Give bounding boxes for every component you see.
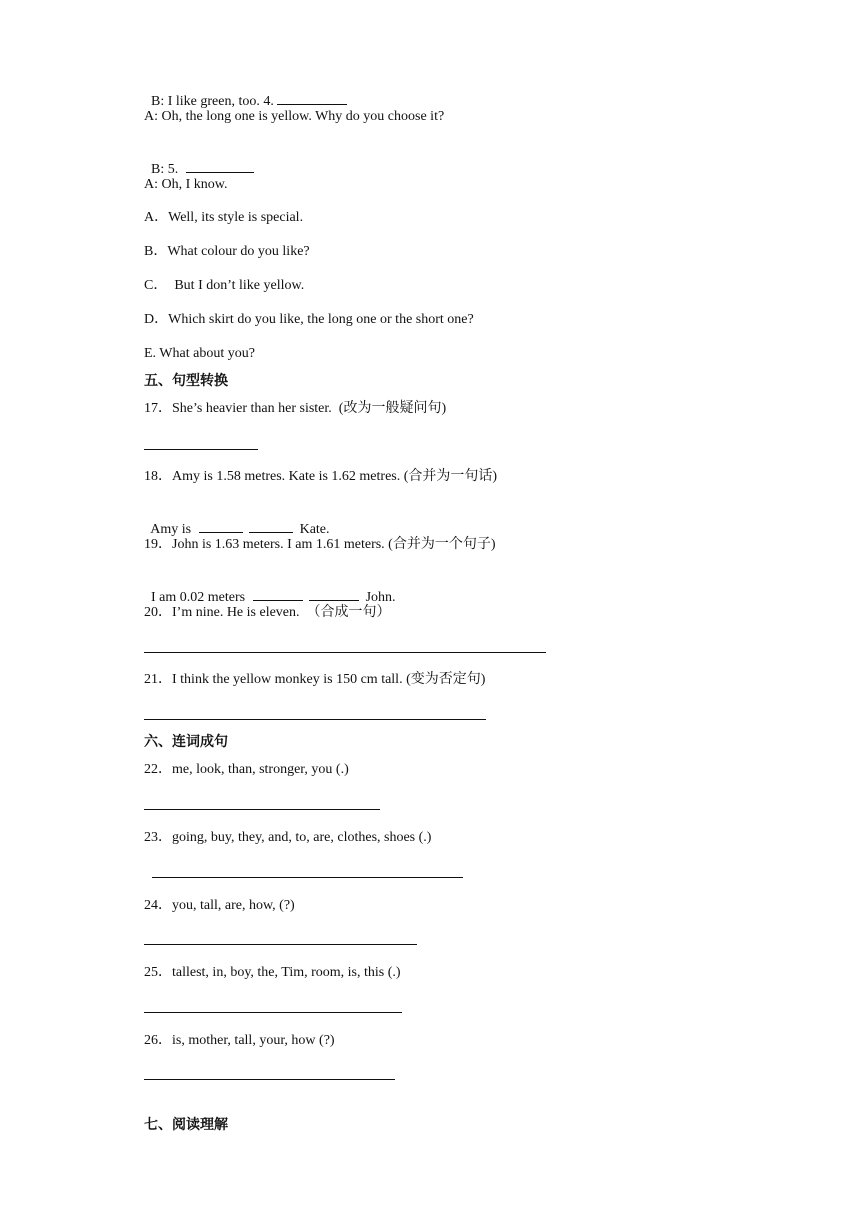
dialogue-line-b4-text: B: I like green, too. 4. bbox=[151, 94, 274, 109]
section-heading-5: 五、句型转换 bbox=[144, 373, 228, 389]
q19-suffix: John. bbox=[365, 590, 396, 605]
option-b: B．What colour do you like? bbox=[144, 244, 310, 259]
question-21: 21．I think the yellow monkey is 150 cm tall. (变为否定句) bbox=[144, 672, 486, 687]
option-a: A．Well, its style is special. bbox=[144, 210, 304, 225]
answer-line-23[interactable] bbox=[152, 877, 463, 878]
q18-suffix: Kate. bbox=[299, 522, 330, 537]
dialogue-line-a2: A: Oh, the long one is yellow. Why do you choose it? bbox=[144, 109, 445, 124]
q19-blank-1[interactable] bbox=[253, 588, 303, 601]
question-26: 26．is, mother, tall, your, how (?) bbox=[144, 1033, 335, 1048]
answer-blank-4[interactable] bbox=[277, 92, 347, 105]
dialogue-line-a3: A: Oh, I know. bbox=[144, 177, 228, 192]
section-heading-6: 六、连词成句 bbox=[144, 734, 228, 750]
section-heading-7: 七、阅读理解 bbox=[144, 1117, 228, 1133]
question-18-answer bbox=[144, 502, 330, 539]
q18-blank-2[interactable] bbox=[249, 520, 293, 533]
question-18: 18．Amy is 1.58 metres. Kate is 1.62 metres. (合并为一句话) bbox=[144, 469, 498, 484]
option-d: D．Which skirt do you like, the long one or the short one? bbox=[144, 312, 474, 327]
answer-line-22[interactable] bbox=[144, 809, 380, 810]
q18-prefix: Amy is bbox=[150, 522, 192, 537]
answer-blank-5[interactable] bbox=[186, 160, 254, 173]
option-e: E. What about you? bbox=[144, 346, 255, 361]
question-23: 23．going, buy, they, and, to, are, clothes, shoes (.) bbox=[144, 830, 432, 845]
dialogue-line-b5 bbox=[144, 142, 257, 179]
question-19: 19．John is 1.63 meters. I am 1.61 meters. (合并为一个句子) bbox=[144, 537, 496, 552]
q18-blank-1[interactable] bbox=[199, 520, 243, 533]
answer-line-21[interactable] bbox=[144, 719, 486, 720]
option-c: C． But I don’t like yellow. bbox=[144, 278, 305, 293]
q19-blank-2[interactable] bbox=[309, 588, 359, 601]
question-25: 25．tallest, in, boy, the, Tim, room, is, this (.) bbox=[144, 965, 401, 980]
dialogue-line-b5-text: B: 5. bbox=[151, 162, 179, 177]
dialogue-line-b4 bbox=[144, 74, 350, 111]
question-19-answer bbox=[144, 570, 396, 607]
question-22: 22．me, look, than, stronger, you (.) bbox=[144, 762, 349, 777]
answer-line-25[interactable] bbox=[144, 1012, 402, 1013]
q19-prefix: I am 0.02 meters bbox=[151, 590, 246, 605]
question-20: 20．I’m nine. He is eleven. （合成一句） bbox=[144, 605, 391, 620]
answer-line-26[interactable] bbox=[144, 1079, 395, 1080]
question-24: 24．you, tall, are, how, (?) bbox=[144, 898, 295, 913]
question-17: 17．She’s heavier than her sister. (改为一般疑问句) bbox=[144, 401, 447, 416]
answer-line-17[interactable] bbox=[144, 449, 258, 450]
answer-line-20[interactable] bbox=[144, 652, 546, 653]
answer-line-24[interactable] bbox=[144, 944, 417, 945]
